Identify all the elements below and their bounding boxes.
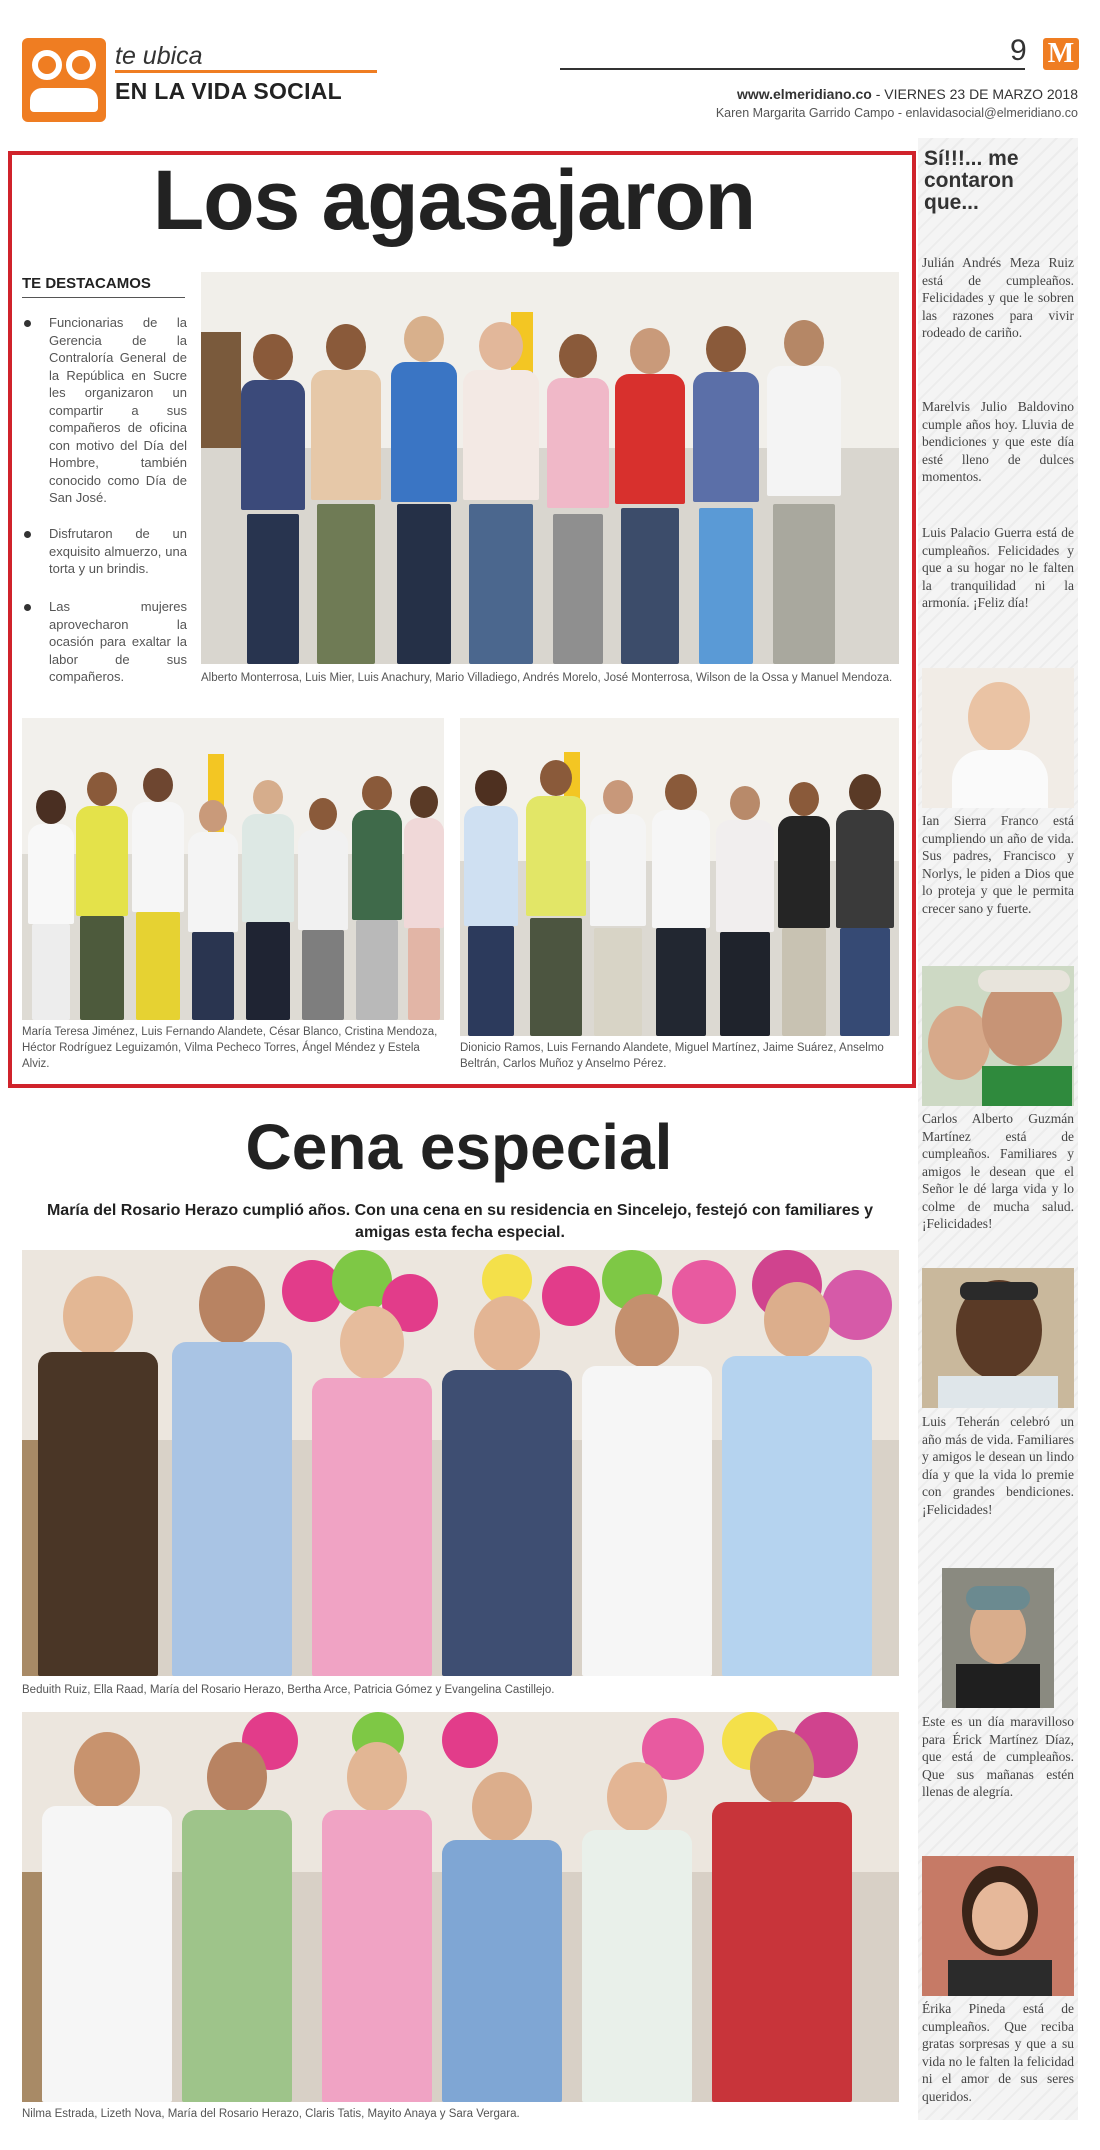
birthday-note: Érika Pineda está de cumpleaños. Que reciba gratas sorpresas y que a su vida no le falten la felicidad ni el amor de sus seres queridos.	[922, 2001, 1074, 2104]
bullet-icon	[24, 320, 31, 327]
story-headline: Los agasajaron	[152, 153, 756, 247]
highlight-item: Funcionarias de la Gerencia de la Contraloría General de la República en Sucre les organizaron un compartir a sus compañeros de oficina con motivo del Día del Hombre, también conocido como Día de San José.	[22, 314, 187, 507]
photo-caption: Dionicio Ramos, Luis Fernando Alandete, Miguel Martínez, Jaime Suárez, Anselmo Beltrán, Carlos Muñoz y Anselmo Pérez.	[460, 1042, 884, 1070]
section-tagline: te ubica	[115, 42, 203, 70]
portrait-photo	[922, 1268, 1074, 1408]
birthday-note: Luis Teherán celebró un año más de vida. Familiares y amigos le desean un lindo día y que la vida lo premie con grandes bendiciones. ¡Felicidades!	[922, 1414, 1074, 1517]
birthday-note: Marelvis Julio Baldovino cumple años hoy. Lluvia de bendiciones y que este día esté lleno de dulces momentos.	[922, 399, 1074, 484]
highlights-rule	[22, 297, 185, 298]
birthday-note: Ian Sierra Franco está cumpliendo un año de vida. Sus padres, Francisco y Norlys, le piden a Dios que lo proteja y que le permita crecer sano y fuerte.	[922, 813, 1074, 916]
portrait-photo	[922, 668, 1074, 808]
story-headline: Cena especial	[245, 1111, 673, 1183]
birthday-note: Carlos Alberto Guzmán Martínez está de cumpleaños. Familiares y amigos le desean que el Señor le dé larga vida y lo colme de mucha salud. ¡Felicidades!	[922, 1111, 1074, 1231]
photo-caption: Alberto Monterrosa, Luis Mier, Luis Anachury, Mario Villadiego, Andrés Morelo, José Monterrosa, Wilson de la Ossa y Manuel Mendoza.	[201, 672, 893, 684]
bullet-icon	[24, 531, 31, 538]
page-number: 9	[1010, 34, 1027, 67]
group-photo-men	[201, 272, 899, 664]
issue-date: - VIERNES 23 DE MARZO 2018	[875, 86, 1078, 102]
bullet-icon	[24, 604, 31, 611]
portrait-photo	[922, 1856, 1074, 1996]
photo-caption: María Teresa Jiménez, Luis Fernando Alandete, César Blanco, Cristina Mendoza, Héctor Rodríguez Leguizamón, Vilma Pecheco Torres, Ángel Méndez y Estela Alviz.	[22, 1026, 438, 1070]
author-credit: Karen Margarita Garrido Campo - enlavidasocial@elmeridiano.co	[715, 106, 1078, 120]
highlights-title: TE DESTACAMOS	[22, 275, 151, 292]
birthday-note: Julián Andrés Meza Ruiz está de cumpleaños. Felicidades y que le sobren las razones para vivir rodeado de cariño.	[922, 255, 1074, 340]
highlight-item: Disfrutaron de un exquisito almuerzo, una torta y un brindis.	[22, 525, 187, 578]
birthday-note: Luis Palacio Guerra está de cumpleaños. Felicidades y que a su hogar no le falten la tranquilidad ni la armonía. ¡Feliz día!	[922, 525, 1074, 610]
party-photo-1	[22, 1250, 899, 1676]
photo-caption: Beduith Ruiz, Ella Raad, María del Rosario Herazo, Bertha Arce, Patricia Gómez y Evangelina Castillejo.	[22, 1684, 555, 1696]
gossip-sidebar	[918, 138, 1078, 2120]
group-photo-mixed-2	[460, 718, 899, 1036]
brand-underline	[115, 70, 377, 73]
birthday-note: Este es un día maravilloso para Érick Martínez Díaz, que está de cumpleaños. Que sus mañanas estén llenas de alegría.	[922, 1714, 1074, 1799]
header-rule	[560, 68, 1025, 70]
portrait-photo	[942, 1568, 1054, 1708]
party-photo-2	[22, 1712, 899, 2102]
site-date-line	[737, 86, 1078, 102]
section-logo-icon	[22, 38, 106, 122]
site-url[interactable]: www.elmeridiano.co	[736, 86, 872, 102]
group-photo-mixed-1	[22, 718, 444, 1020]
newspaper-logo: M	[1043, 38, 1079, 70]
section-title: EN LA VIDA SOCIAL	[115, 78, 343, 104]
story-deck: María del Rosario Herazo cumplió años. Con una cena en su residencia en Sincelejo, festejó con familiares y amigas esta fecha especial.	[46, 1202, 874, 1241]
photo-caption: Nilma Estrada, Lizeth Nova, María del Rosario Herazo, Claris Tatis, Mayito Anaya y Sara Vergara.	[22, 2108, 520, 2120]
sidebar-title: Sí!!!... me contaron que...	[924, 147, 1019, 214]
highlight-item: Las mujeres aprovecharon la ocasión para exaltar la labor de sus compañeros.	[22, 598, 187, 686]
portrait-photo	[922, 966, 1074, 1106]
